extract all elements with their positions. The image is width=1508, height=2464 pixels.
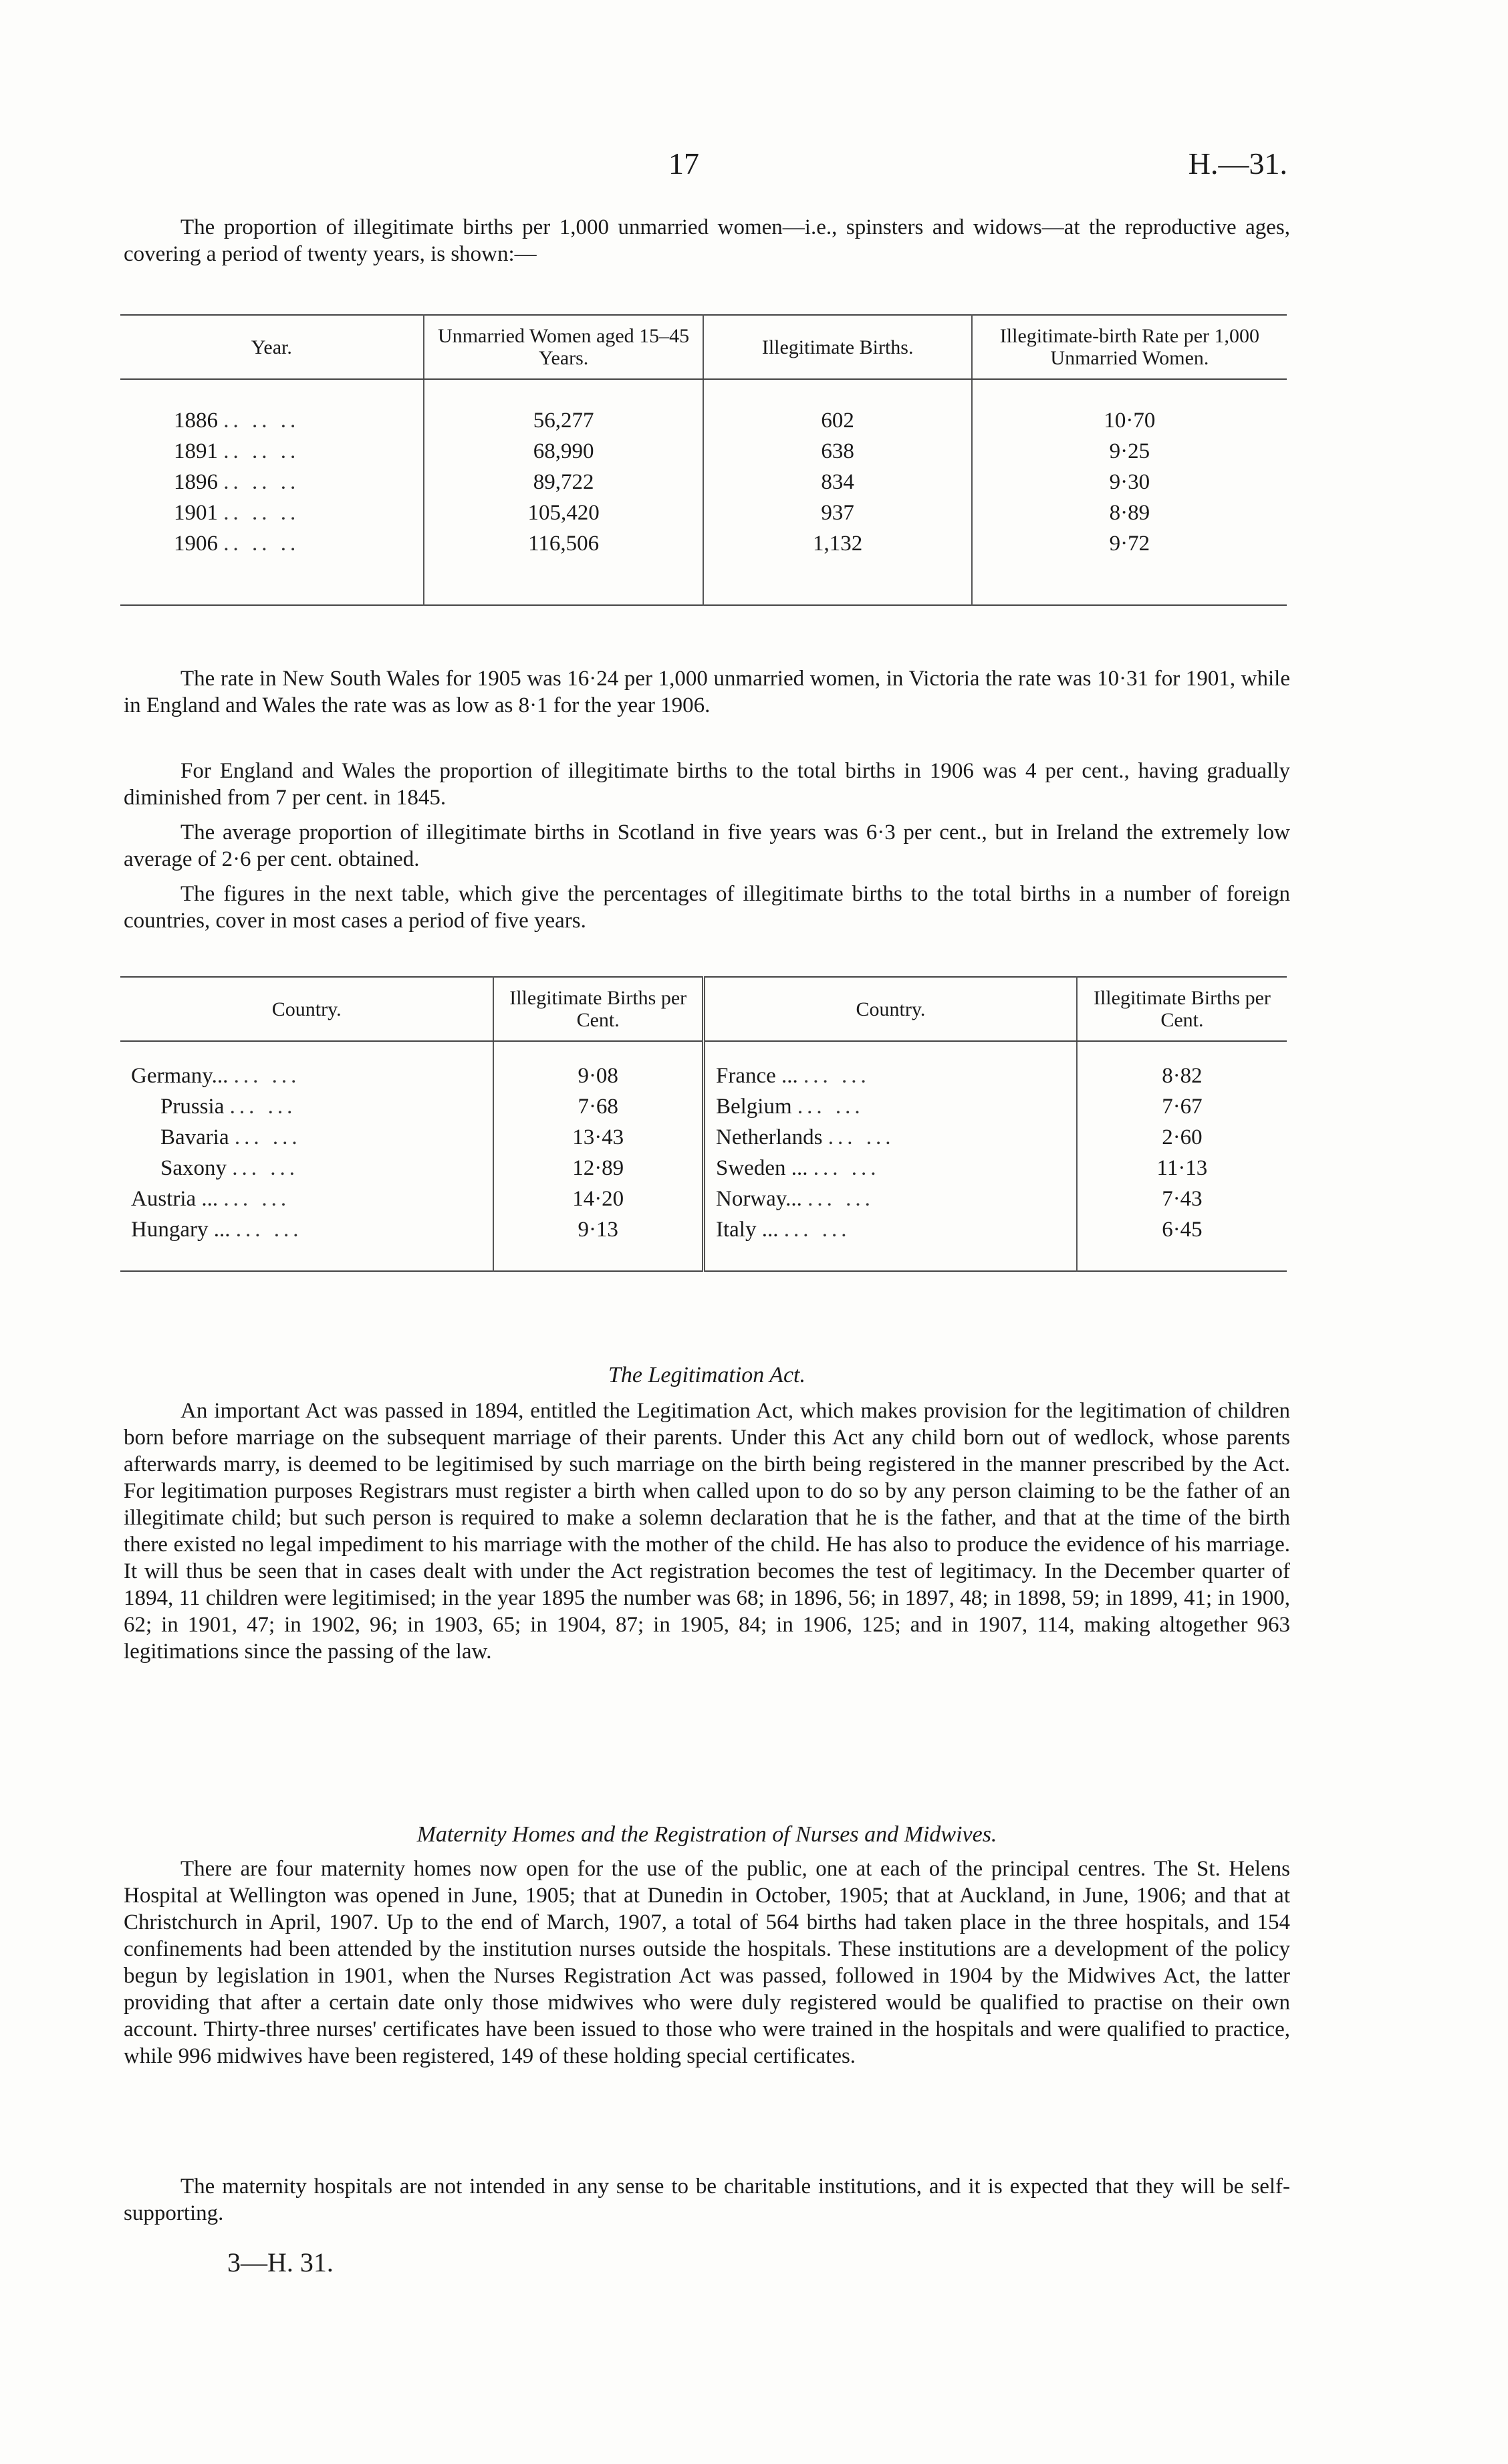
percent-cell: 7·68 [493, 1091, 703, 1122]
table-row [120, 1122, 1287, 1153]
leader-dots: .. .. .. [223, 532, 300, 556]
document-reference: H.—31. [1188, 146, 1287, 181]
legitimation-paragraph: An important Act was passed in 1894, entitled the Legitimation Act, which makes provision for the legitimation of children born before marriage on the subsequent marriage of their parents. Under this Act any child born out of wedlock, whose parents afterwards marry, is deemed to be legitimised by such marriage on the birth being registered in the manner prescribed by the Act. For legitimation purposes Registrars must register a birth when called upon to do so by any person claiming to be the father of an illegitimate child; but such person is required to make a solemn declaration that he is the father, and that at the time of the birth there existed no legal impediment to his marriage with the mother of the child. He has also to produce the evidence of his marriage. It will thus be seen that in cases dealt with under the Act registration becomes the test of legitimacy. In the December quarter of 1894, 11 children were legitimised; in the year 1895 the number was 68; in 1896, 56; in 1897, 48; in 1898, 59; in 1899, 41; in 1900, 62; in 1901, 47; in 1902, 96; in 1903, 65; in 1904, 87; in 1905, 84; in 1906, 125; and in 1907, 114, making altogether 963 legitimations since the passing of the law. [124, 1399, 1290, 1664]
scotland-paragraph: The average proportion of illegitimate births in Scotland in five years was 6·3 per cent., but in Ireland the extremely low average of 2·6 per cent. obtained. [124, 820, 1290, 871]
leader-dots: ... ... [783, 1218, 851, 1242]
country-cell: Hungary ... ... ... [131, 1218, 303, 1242]
column-header-country-left: Country. [120, 977, 493, 1041]
leader-dots: .. .. .. [223, 470, 300, 494]
table-header-row [120, 315, 1287, 379]
women-cell: 105,420 [424, 497, 704, 528]
country-cell: Prussia ... ... [160, 1095, 297, 1119]
rate-cell: 9·72 [972, 528, 1287, 605]
table-row [120, 467, 1287, 497]
maternity-paragraph-2: The maternity hospitals are not intended in any sense to be charitable institutions, and it is expected that they will be self-supporting. [124, 2174, 1290, 2225]
births-cell: 1,132 [703, 528, 971, 605]
percent-cell: 12·89 [493, 1153, 703, 1184]
women-cell: 89,722 [424, 467, 704, 497]
percent-cell: 13·43 [493, 1122, 703, 1153]
column-header-year: Year. [120, 315, 424, 379]
column-header-births-left: Illegitimate Births per Cent. [493, 977, 703, 1041]
table-row [120, 497, 1287, 528]
country-cell: Saxony ... ... [160, 1156, 299, 1180]
country-cell: Austria ... ... ... [131, 1187, 291, 1211]
leader-dots: ... ... [232, 1156, 299, 1180]
percent-cell: 9·13 [493, 1214, 703, 1271]
country-cell: Netherlands ... ... [703, 1122, 1076, 1153]
table-row [120, 1091, 1287, 1122]
table-row [120, 1153, 1287, 1184]
year-cell: 1906 .. .. .. [174, 532, 300, 556]
leader-dots: .. .. .. [223, 439, 300, 463]
table-row [120, 436, 1287, 467]
year-cell: 1896 .. .. .. [174, 470, 300, 494]
intro-paragraph: The proportion of illegitimate births per 1,000 unmarried women—i.e., spinsters and widows—at the reproductive ages, covering a period of twenty years, is shown:— [124, 215, 1290, 266]
leader-dots: ... ... [229, 1095, 297, 1119]
leader-dots: ... ... [807, 1187, 874, 1211]
leader-dots: ... ... [235, 1218, 303, 1242]
percent-cell: 9·08 [493, 1041, 703, 1091]
percent-cell: 7·43 [1077, 1184, 1287, 1214]
year-cell: 1901 .. .. .. [174, 501, 300, 525]
maternity-paragraph: There are four maternity homes now open for the use of the public, one at each of the principal centres. The St. Helens Hospital at Wellington was opened in June, 1905; that at Dunedin in October, 1905; that at Auckland, in June, 1906; and that at Christchurch in April, 1907. Up to the end of March, 1907, a total of 564 births had taken place in the three hospitals, and 154 confinements had been attended by the institution nurses outside the hospitals. These institutions are a development of the policy begun by legislation in 1901, when the Nurses Registration Act was passed, followed in 1904 by the Midwives Act, the latter providing that after a certain date only those midwives who were duly registered would be qualified to practise on their own account. Thirty-three nurses' certificates have been issued to those who were trained in the hospitals and were qualified to practice, while 996 midwives have been registered, 149 of these holding special certificates. [124, 1857, 1290, 2068]
leader-dots: ... ... [234, 1125, 301, 1149]
illegitimacy-rate-table [120, 314, 1287, 606]
country-cell: France ... ... ... [703, 1041, 1076, 1091]
rate-cell: 10·70 [972, 379, 1287, 436]
page-number: 17 [668, 146, 699, 181]
leader-dots: .. .. .. [223, 501, 300, 525]
england-paragraph: For England and Wales the proportion of illegitimate births to the total births in 1906 was 4 per cent., having gradually diminished from 7 per cent. in 1845. [124, 759, 1290, 810]
rates-paragraph: The rate in New South Wales for 1905 was 16·24 per 1,000 unmarried women, in Victoria the rate was 10·31 for 1901, while in England and Wales the rate was as low as 8·1 for the year 1906. [124, 667, 1290, 717]
year-cell: 1886 .. .. .. [174, 409, 300, 433]
percent-cell: 11·13 [1077, 1153, 1287, 1184]
rate-cell: 9·25 [972, 436, 1287, 467]
percent-cell: 7·67 [1077, 1091, 1287, 1122]
women-cell: 56,277 [424, 379, 704, 436]
country-cell: Germany... ... ... [131, 1064, 301, 1088]
leader-dots: ... ... [797, 1095, 864, 1119]
maternity-heading: Maternity Homes and the Registration of Nurses and Midwives. [416, 1822, 997, 1847]
rate-cell: 9·30 [972, 467, 1287, 497]
column-header-unmarried-women: Unmarried Women aged 15–45 Years. [424, 315, 704, 379]
table-row [120, 1041, 1287, 1091]
leader-dots: ... ... [223, 1187, 291, 1211]
table-row [120, 1214, 1287, 1271]
leader-dots: ... ... [813, 1156, 880, 1180]
percent-cell: 14·20 [493, 1184, 703, 1214]
leader-dots: .. .. .. [223, 409, 300, 433]
rate-cell: 8·89 [972, 497, 1287, 528]
column-header-country-right: Country. [703, 977, 1076, 1041]
percent-cell: 8·82 [1077, 1041, 1287, 1091]
foreign-paragraph: The figures in the next table, which give the percentages of illegitimate births to the total births in a number of foreign countries, cover in most cases a period of five years. [124, 882, 1290, 933]
column-header-rate: Illegitimate-birth Rate per 1,000 Unmarried Women. [972, 315, 1287, 379]
column-header-illegitimate-births: Illegitimate Births. [703, 315, 971, 379]
births-cell: 638 [703, 436, 971, 467]
percent-cell: 2·60 [1077, 1122, 1287, 1153]
country-cell: Bavaria ... ... [160, 1125, 301, 1149]
country-cell: Belgium ... ... [703, 1091, 1076, 1122]
births-cell: 834 [703, 467, 971, 497]
column-header-births-right: Illegitimate Births per Cent. [1077, 977, 1287, 1041]
foreign-countries-table [120, 976, 1287, 1272]
table-row [120, 528, 1287, 605]
women-cell: 116,506 [424, 528, 704, 605]
legitimation-heading: The Legitimation Act. [608, 1363, 805, 1387]
table-row [120, 379, 1287, 436]
births-cell: 602 [703, 379, 971, 436]
signature-mark: 3—H. 31. [227, 2247, 334, 2277]
country-cell: Italy ... ... ... [703, 1214, 1076, 1271]
country-cell: Norway... ... ... [703, 1184, 1076, 1214]
year-cell: 1891 .. .. .. [174, 439, 300, 463]
country-cell: Sweden ... ... ... [703, 1153, 1076, 1184]
percent-cell: 6·45 [1077, 1214, 1287, 1271]
leader-dots: ... ... [828, 1125, 895, 1149]
births-cell: 937 [703, 497, 971, 528]
leader-dots: ... ... [233, 1064, 301, 1088]
table-row [120, 1184, 1287, 1214]
women-cell: 68,990 [424, 436, 704, 467]
leader-dots: ... ... [803, 1064, 870, 1088]
table-header-row [120, 977, 1287, 1041]
